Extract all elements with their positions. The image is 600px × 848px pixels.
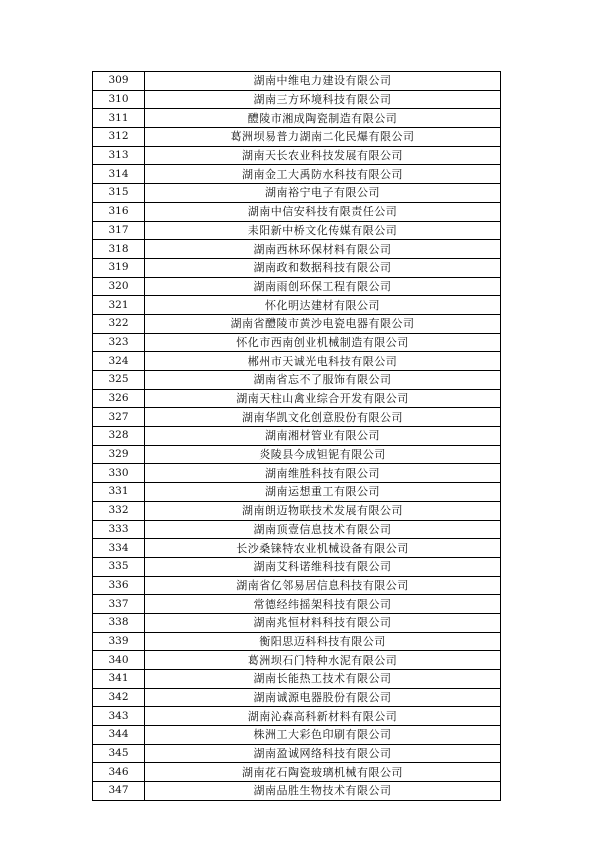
table-row	[93, 445, 501, 464]
company-name: 湖南诚源电器股份有限公司	[145, 688, 501, 707]
row-number: 310	[93, 90, 145, 109]
row-number: 340	[93, 651, 145, 670]
company-name: 湖南中维电力建设有限公司	[145, 72, 501, 91]
row-number: 315	[93, 184, 145, 203]
table-row	[93, 72, 501, 91]
table-row	[93, 389, 501, 408]
table-row	[93, 726, 501, 745]
table-row	[93, 427, 501, 446]
row-number: 312	[93, 128, 145, 147]
table-row	[93, 576, 501, 595]
row-number: 330	[93, 464, 145, 483]
table-row	[93, 333, 501, 352]
row-number: 316	[93, 202, 145, 221]
table-row	[93, 670, 501, 689]
table-row	[93, 352, 501, 371]
row-number: 326	[93, 389, 145, 408]
company-name: 葛洲坝易普力湖南二化民爆有限公司	[145, 128, 501, 147]
table-row	[93, 520, 501, 539]
company-name: 湖南兆恒材料科技有限公司	[145, 613, 501, 632]
row-number: 313	[93, 146, 145, 165]
company-name: 湖南天长农业科技发展有限公司	[145, 146, 501, 165]
row-number: 309	[93, 72, 145, 91]
row-number: 345	[93, 744, 145, 763]
company-name: 炎陵县今成钽铌有限公司	[145, 445, 501, 464]
company-name: 湖南长能热工技术有限公司	[145, 670, 501, 689]
company-list-table	[92, 71, 501, 801]
row-number: 325	[93, 371, 145, 390]
company-name: 长沙桑铼特农业机械设备有限公司	[145, 539, 501, 558]
row-number: 328	[93, 427, 145, 446]
row-number: 323	[93, 333, 145, 352]
table-row	[93, 632, 501, 651]
row-number: 335	[93, 557, 145, 576]
row-number: 327	[93, 408, 145, 427]
company-name: 湖南运想重工有限公司	[145, 483, 501, 502]
company-name: 湖南西林环保材料有限公司	[145, 240, 501, 259]
row-number: 334	[93, 539, 145, 558]
company-name: 株洲工大彩色印刷有限公司	[145, 726, 501, 745]
row-number: 311	[93, 109, 145, 128]
table-row	[93, 782, 501, 801]
company-name: 湖南省醴陵市黄沙电瓷电器有限公司	[145, 314, 501, 333]
company-name: 湖南雨创环保工程有限公司	[145, 277, 501, 296]
table-row	[93, 90, 501, 109]
table-row	[93, 744, 501, 763]
row-number: 314	[93, 165, 145, 184]
company-name: 怀化明达建材有限公司	[145, 296, 501, 315]
company-name: 衡阳思迈科科技有限公司	[145, 632, 501, 651]
company-name: 湖南湘材管业有限公司	[145, 427, 501, 446]
table-row	[93, 763, 501, 782]
table-row	[93, 557, 501, 576]
table-row	[93, 277, 501, 296]
row-number: 317	[93, 221, 145, 240]
table-row	[93, 240, 501, 259]
row-number: 343	[93, 707, 145, 726]
company-name: 湖南顶壹信息技术有限公司	[145, 520, 501, 539]
row-number: 324	[93, 352, 145, 371]
company-name: 醴陵市湘成陶瓷制造有限公司	[145, 109, 501, 128]
table-row	[93, 165, 501, 184]
row-number: 331	[93, 483, 145, 502]
row-number: 322	[93, 314, 145, 333]
company-name: 葛洲坝石门特种水泥有限公司	[145, 651, 501, 670]
table-row	[93, 464, 501, 483]
row-number: 344	[93, 726, 145, 745]
row-number: 347	[93, 782, 145, 801]
row-number: 333	[93, 520, 145, 539]
company-name: 湖南金工大禹防水科技有限公司	[145, 165, 501, 184]
table-row	[93, 595, 501, 614]
company-name: 耒阳新中桥文化传媒有限公司	[145, 221, 501, 240]
table-row	[93, 688, 501, 707]
table-row	[93, 371, 501, 390]
company-name: 常德经纬摇架科技有限公司	[145, 595, 501, 614]
table-row	[93, 651, 501, 670]
table-row	[93, 221, 501, 240]
company-name: 湖南省亿邻易居信息科技有限公司	[145, 576, 501, 595]
table-row	[93, 707, 501, 726]
row-number: 319	[93, 258, 145, 277]
company-name: 湖南华凯文化创意股份有限公司	[145, 408, 501, 427]
company-name: 湖南花石陶瓷玻璃机械有限公司	[145, 763, 501, 782]
table-row	[93, 146, 501, 165]
table-row	[93, 184, 501, 203]
row-number: 342	[93, 688, 145, 707]
company-name: 湖南三方环境科技有限公司	[145, 90, 501, 109]
company-name: 郴州市天诚光电科技有限公司	[145, 352, 501, 371]
company-name: 湖南盈诚网络科技有限公司	[145, 744, 501, 763]
row-number: 329	[93, 445, 145, 464]
row-number: 338	[93, 613, 145, 632]
table-row	[93, 483, 501, 502]
table-row	[93, 296, 501, 315]
table-row	[93, 128, 501, 147]
table-row	[93, 501, 501, 520]
company-name: 湖南朗迈物联技术发展有限公司	[145, 501, 501, 520]
company-name: 湖南艾科诺维科技有限公司	[145, 557, 501, 576]
table-row	[93, 202, 501, 221]
row-number: 320	[93, 277, 145, 296]
table-row	[93, 539, 501, 558]
company-name: 湖南省忘不了服饰有限公司	[145, 371, 501, 390]
company-name: 湖南维胜科技有限公司	[145, 464, 501, 483]
row-number: 318	[93, 240, 145, 259]
table-row	[93, 258, 501, 277]
company-name: 湖南沁森高科新材料有限公司	[145, 707, 501, 726]
table-row	[93, 408, 501, 427]
company-name: 湖南裕宁电子有限公司	[145, 184, 501, 203]
row-number: 346	[93, 763, 145, 782]
row-number: 336	[93, 576, 145, 595]
row-number: 337	[93, 595, 145, 614]
row-number: 321	[93, 296, 145, 315]
company-name: 湖南政和数据科技有限公司	[145, 258, 501, 277]
row-number: 339	[93, 632, 145, 651]
row-number: 332	[93, 501, 145, 520]
table-row	[93, 613, 501, 632]
company-name: 湖南中信安科技有限责任公司	[145, 202, 501, 221]
table-row	[93, 109, 501, 128]
company-name: 湖南品胜生物技术有限公司	[145, 782, 501, 801]
company-name: 湖南天柱山禽业综合开发有限公司	[145, 389, 501, 408]
table-row	[93, 314, 501, 333]
company-name: 怀化市西南创业机械制造有限公司	[145, 333, 501, 352]
row-number: 341	[93, 670, 145, 689]
table-body	[93, 72, 501, 801]
